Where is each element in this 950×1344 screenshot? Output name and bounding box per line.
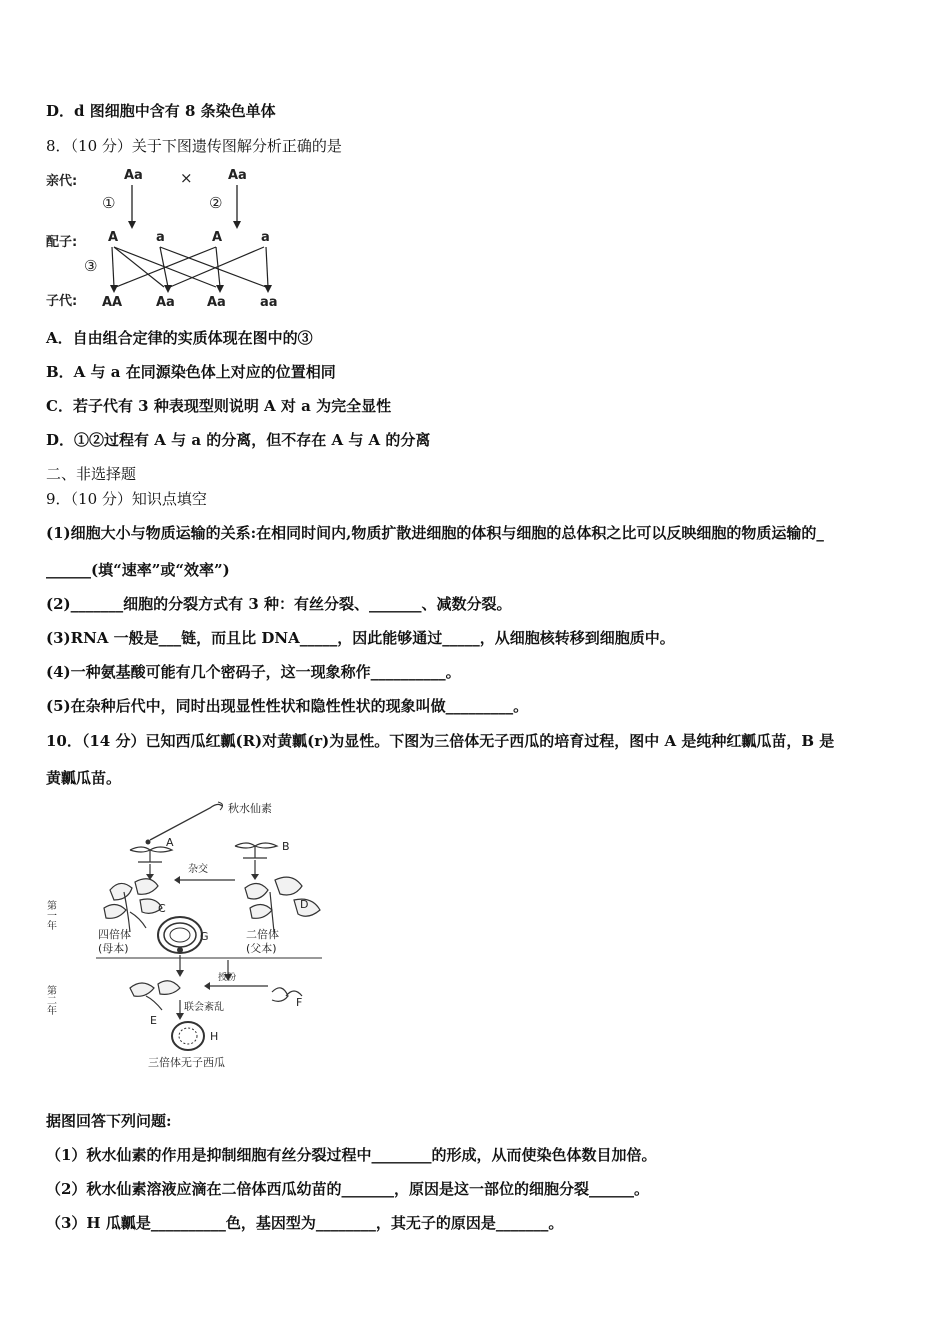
- label-h: H: [210, 1030, 219, 1043]
- q10-prompt: 据图回答下列问题:: [46, 1112, 172, 1130]
- gamete-2: a: [156, 230, 165, 245]
- seedling-a: [130, 847, 172, 862]
- step-2: ②: [209, 194, 223, 212]
- q10-watermelon-diagram: [44, 800, 340, 1075]
- parent-right: Aa: [228, 168, 247, 183]
- step-3: ③: [84, 257, 98, 275]
- parent-label: 亲代:: [46, 174, 78, 189]
- q9-item-1a: (1)细胞大小与物质运输的关系:在相同时间内,物质扩散进细胞的体积与细胞的总体积之比可以反映细胞的物质运输的_: [46, 524, 824, 542]
- watermelon-h: [172, 1022, 204, 1050]
- q9-stem: 9．（10 分）知识点填空: [46, 490, 207, 508]
- pollinate-label: 授粉: [218, 973, 237, 983]
- q10-question-1: （1）秋水仙素的作用是抑制细胞有丝分裂过程中________的形成，从而使染色体数目加倍。: [46, 1146, 657, 1164]
- diploid-plant: [245, 877, 320, 932]
- gamete-4: a: [261, 230, 270, 245]
- gamete-label: 配子:: [46, 235, 78, 250]
- offspring-4: aa: [260, 295, 278, 310]
- q8-stem: 8．（10 分）关于下图遗传图解分析正确的是: [46, 137, 342, 155]
- q8-option-a: A．自由组合定律的实质体现在图中的③: [46, 329, 313, 347]
- label-g: G: [200, 930, 209, 943]
- q9-item-5: (5)在杂种后代中，同时出现显性性状和隐性性状的现象叫做_________。: [46, 697, 529, 715]
- offspring-1: AA: [102, 295, 123, 310]
- synapsis-label: 联会紊乱: [184, 1002, 224, 1013]
- year-2-label: 第二年: [44, 985, 56, 1015]
- q8-option-b: B．A 与 a 在同源染色体上对应的位置相同: [46, 363, 336, 381]
- diploid-label: 二倍体: [246, 928, 279, 941]
- plant-e: [130, 981, 180, 1010]
- seedling-b: [235, 843, 277, 858]
- q8-option-c: C．若子代有 3 种表现型则说明 A 对 a 为完全显性: [46, 397, 392, 415]
- label-b: B: [282, 840, 290, 853]
- label-e: E: [150, 1014, 157, 1027]
- q9-item-4: (4)一种氨基酸可能有几个密码子，这一现象称作__________。: [46, 663, 461, 681]
- offspring-label: 子代:: [46, 294, 78, 309]
- gamete-1: A: [108, 230, 119, 245]
- colchicine-label: 秋水仙素: [228, 802, 272, 815]
- q10-stem-line-2: 黄瓤瓜苗。: [46, 769, 122, 787]
- q8-genetic-diagram: [44, 163, 294, 313]
- tetraploid-label: 四倍体: [98, 928, 131, 941]
- label-c: C: [158, 902, 166, 915]
- offspring-2: Aa: [156, 295, 175, 310]
- mother-label: (母本): [98, 942, 129, 955]
- section-2-title: 二、非选择题: [46, 465, 137, 483]
- tetraploid-plant: [104, 879, 162, 932]
- q9-item-2: (2)_______细胞的分裂方式有 3 种：有丝分裂、_______、减数分裂。: [46, 595, 512, 613]
- q10-stem-line-1: 10．（14 分）已知西瓜红瓤(R)对黄瓤(r)为显性。下图为三倍体无子西瓜的培育过程，图中 A 是纯种红瓤瓜苗，B 是: [46, 732, 835, 750]
- label-f: F: [296, 996, 303, 1009]
- gamete-3: A: [212, 230, 223, 245]
- offspring-3: Aa: [207, 295, 226, 310]
- father-label: (父本): [246, 942, 277, 955]
- q10-question-2: （2）秋水仙素溶液应滴在二倍体西瓜幼苗的_______，原因是这一部位的细胞分裂______。: [46, 1180, 649, 1198]
- cross-label: 杂交: [188, 864, 208, 875]
- q9-item-1b: ______(填“速率”或“效率”): [46, 561, 230, 579]
- parent-left: Aa: [124, 168, 143, 183]
- result-label: 三倍体无子西瓜: [148, 1056, 225, 1069]
- q8-option-d: D．①②过程有 A 与 a 的分离，但不存在 A 与 A 的分离: [46, 431, 431, 449]
- step-1: ①: [102, 194, 116, 212]
- q7-option-d: D．d 图细胞中含有 8 条染色单体: [46, 102, 276, 120]
- label-d: D: [300, 898, 309, 911]
- label-a: A: [166, 836, 174, 849]
- year-1-label: 第一年: [44, 900, 56, 930]
- q9-item-3: (3)RNA 一般是___链，而且比 DNA_____，因此能够通过_____，从细胞核转移到细胞质中。: [46, 629, 675, 647]
- fertilization-lines: [112, 247, 268, 287]
- q10-question-3: （3）H 瓜瓤是__________色，基因型为________，其无子的原因是_______。: [46, 1214, 564, 1232]
- cross-symbol: ×: [180, 169, 193, 187]
